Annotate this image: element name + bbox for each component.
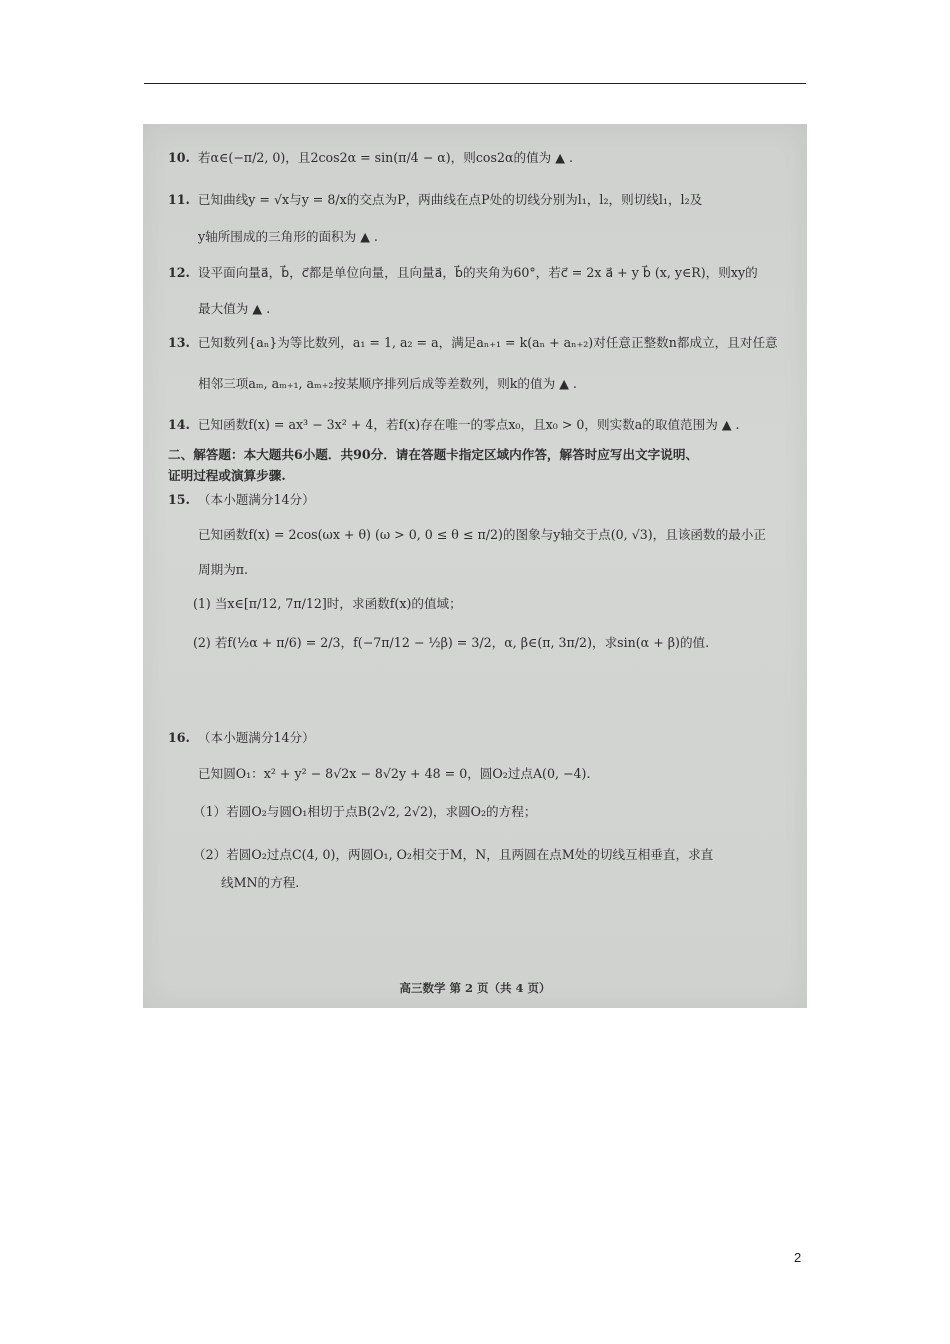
question-15-body-cont bbox=[198, 562, 248, 578]
question-11 bbox=[168, 192, 702, 208]
question-15-part-1 bbox=[193, 596, 462, 612]
question-13-cont bbox=[198, 376, 577, 392]
section-heading-text: 证明过程或演算步骤. bbox=[168, 468, 286, 483]
question-12 bbox=[168, 265, 758, 281]
question-number: 14. bbox=[168, 417, 190, 432]
question-10 bbox=[168, 150, 573, 166]
question-16-body bbox=[198, 766, 590, 782]
question-text: 已知函数f(x) = ax³ − 3x² + 4，若f(x)存在唯一的零点x₀，且x₀ > 0，则实数a的取值范围为 ▲ . bbox=[197, 417, 740, 432]
question-text: 已知曲线y = √x与y = 8/x的交点为P，两曲线在点P处的切线分别为l₁，l₂，则切线l₁，l₂及 bbox=[197, 192, 703, 207]
question-text: （本小题满分14分） bbox=[197, 492, 315, 507]
question-number: 16. bbox=[168, 730, 190, 745]
question-text: （2）若圆O₂过点C(4, 0)，两圆O₁, O₂相交于M，N，且两圆在点M处的切线互相垂直，求直 bbox=[193, 847, 714, 862]
question-text: y轴所围成的三角形的面积为 ▲ . bbox=[198, 229, 378, 244]
question-text: （1）若圆O₂与圆O₁相切于点B(2√2, 2√2)，求圆O₂的方程； bbox=[193, 804, 537, 819]
section-heading-text: 二、解答题：本大题共6小题．共90分．请在答题卡指定区域内作答，解答时应写出文字说明、 bbox=[168, 447, 699, 462]
question-14 bbox=[168, 417, 740, 433]
question-number: 10. bbox=[168, 150, 190, 165]
question-text: 线MN的方程. bbox=[221, 875, 300, 890]
question-text: 设平面向量a⃗，b⃗，c⃗都是单位向量，且向量a⃗，b⃗的夹角为60°，若c⃗ = 2x a⃗ + y b⃗ (x, y∈R)，则xy的 bbox=[197, 265, 758, 280]
question-text: 已知数列{aₙ}为等比数列，a₁ = 1, a₂ = a，满足aₙ₊₁ = k(aₙ + aₙ₊₂)对任意正整数n都成立，且对任意 bbox=[197, 335, 778, 350]
question-text: 周期为π. bbox=[198, 562, 249, 577]
question-16-part-1 bbox=[193, 804, 536, 820]
question-number: 12. bbox=[168, 265, 190, 280]
question-15-header bbox=[168, 492, 315, 508]
question-13 bbox=[168, 335, 778, 351]
question-number: 13. bbox=[168, 335, 190, 350]
question-text: 相邻三项aₘ, aₘ₊₁, aₘ₊₂按某顺序排列后成等差数列，则k的值为 ▲ . bbox=[198, 376, 577, 391]
question-16-part-2 bbox=[193, 847, 713, 863]
question-16-header bbox=[168, 730, 315, 746]
question-text: 最大值为 ▲ . bbox=[198, 301, 271, 316]
question-text: (1) 当x∈[π/12, 7π/12]时，求函数f(x)的值域； bbox=[193, 596, 462, 611]
question-12-cont bbox=[198, 301, 270, 317]
section-heading-cont bbox=[168, 468, 286, 484]
question-number: 11. bbox=[168, 192, 190, 207]
question-number: 15. bbox=[168, 492, 190, 507]
section-heading bbox=[168, 447, 698, 463]
page-number: 2 bbox=[794, 1250, 802, 1265]
question-text: 若α∈(−π/2, 0)，且2cos2α = sin(π/4 − α)，则cos2α的值为 ▲ . bbox=[197, 150, 573, 165]
question-15-body bbox=[198, 527, 766, 543]
page-footer: 高三数学 第 2 页（共 4 页） bbox=[399, 981, 551, 995]
header-rule bbox=[144, 83, 806, 84]
question-text: 已知函数f(x) = 2cos(ωx + θ) (ω > 0, 0 ≤ θ ≤ π/2)的图象与y轴交于点(0, √3)，且该函数的最小正 bbox=[198, 527, 766, 542]
question-text: (2) 若f(½α + π/6) = 2/3，f(−7π/12 − ½β) = 3/2，α, β∈(π, 3π/2)，求sin(α + β)的值. bbox=[193, 635, 710, 650]
question-11-cont bbox=[198, 229, 378, 245]
question-text: （本小题满分14分） bbox=[197, 730, 315, 745]
scanned-exam-page bbox=[143, 124, 807, 1008]
question-16-part-2-cont bbox=[221, 875, 299, 891]
question-text: 已知圆O₁：x² + y² − 8√2x − 8√2y + 48 = 0，圆O₂过点A(0, −4). bbox=[198, 766, 591, 781]
question-15-part-2 bbox=[193, 635, 709, 651]
